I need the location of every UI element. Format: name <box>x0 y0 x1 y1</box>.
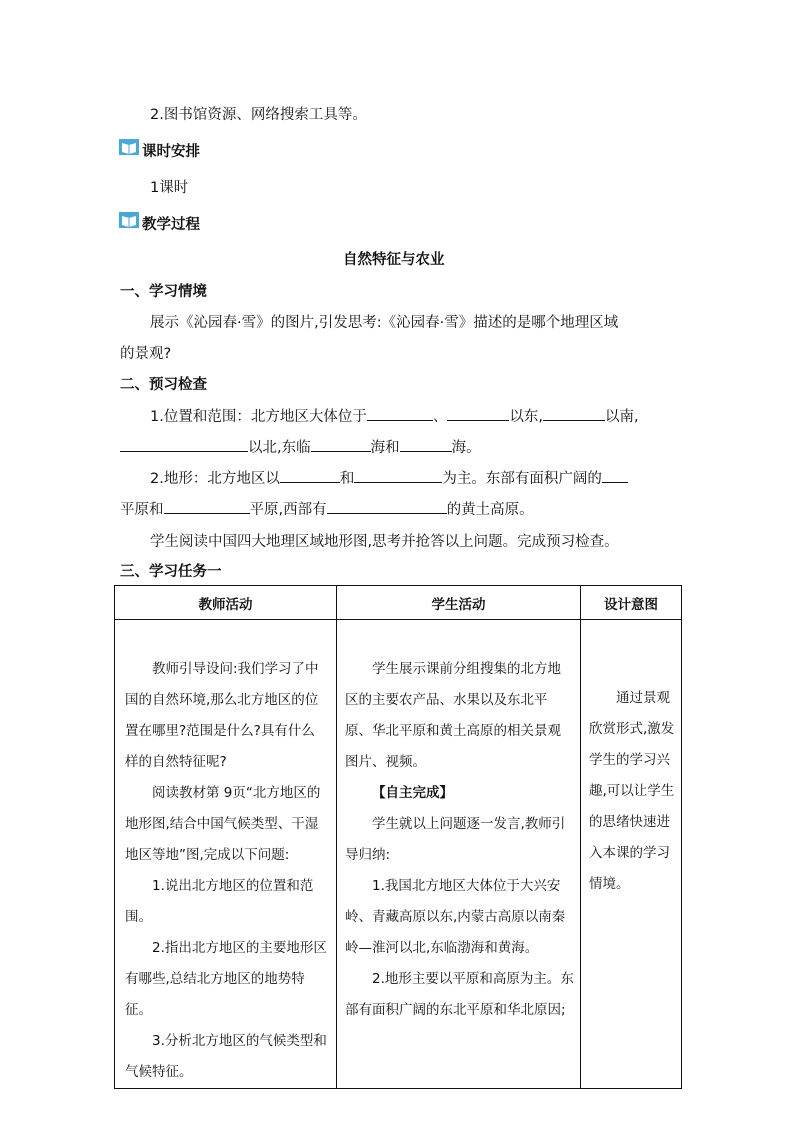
question-1-line2: 以北,东临 海和 海。 <box>120 436 481 457</box>
intent-paragraph: 通过景观欣赏形式,激发学生的学习兴趣,可以让学生的思绪快速进入本课的学习情境。 <box>589 690 675 892</box>
teacher-paragraph: 教师引导设问:我们学习了中国的自然环境,那么北方地区的位置在哪里?范围是什么?具有什么样的自然特征呢? <box>125 661 319 770</box>
column-header-intent: 设计意图 <box>581 586 682 620</box>
answer-blank <box>311 437 371 452</box>
teacher-paragraph: 2.指出北方地区的主要地形区有哪些,总结北方地区的地势特征。 <box>125 940 327 1018</box>
part1-line1: 展示《沁园春·雪》的图片,引发思考:《沁园春·雪》描述的是哪个地理区域 <box>150 315 619 331</box>
teacher-activity-cell <box>115 620 337 1089</box>
table-header-row <box>115 586 682 620</box>
part1-line2: 的景观? <box>120 346 172 362</box>
design-intent-cell <box>581 620 682 1089</box>
teacher-paragraph: 1.说出北方地区的位置和范围。 <box>125 878 314 925</box>
part1-heading: 一、学习情境 <box>120 284 207 300</box>
task-table <box>114 585 682 1089</box>
answer-blank <box>354 468 442 483</box>
part2-heading: 二、预习检查 <box>120 377 207 393</box>
answer-blank <box>400 437 452 452</box>
teacher-paragraph: 阅读教材第 9页“北方地区的地形图,结合中国气候类型、干湿地区等地”图,完成以下问题: <box>125 785 321 863</box>
answer-blank <box>120 437 248 452</box>
student-paragraph: 2.地形主要以平原和高原为主。东部有面积广阔的东北平原和华北原因; <box>345 971 574 1018</box>
book-icon <box>119 212 139 228</box>
answer-blank <box>164 499 250 514</box>
teacher-paragraph: 3.分析北方地区的气候类型和气候特征。 <box>125 1033 327 1080</box>
book-icon <box>119 139 139 155</box>
question-2-line2: 平原和 平原,西部有 的黄土高原。 <box>120 498 534 519</box>
answer-blank <box>280 468 340 483</box>
process-title: 教学过程 <box>142 217 200 233</box>
part2-note: 学生阅读中国四大地理区域地形图,思考并抢答以上问题。完成预习检查。 <box>150 534 619 550</box>
schedule-value: 1课时 <box>150 180 189 196</box>
answer-blank <box>543 406 605 421</box>
answer-blank <box>327 499 447 514</box>
column-header-student: 学生活动 <box>337 586 581 620</box>
table-row <box>115 620 682 1089</box>
answer-blank <box>602 468 628 483</box>
student-paragraph: 学生展示课前分组搜集的北方地区的主要农产品、水果以及东北平原、华北平原和黄土高原的相关景观图片、视频。 <box>345 661 561 770</box>
question-2-line1: 2.地形：北方地区以 和 为主。东部有面积广阔的 <box>150 467 628 488</box>
question-1-line1: 1.位置和范围：北方地区大体位于 、 以东, 以南, <box>150 405 639 426</box>
lesson-title: 自然特征与农业 <box>343 252 445 268</box>
student-paragraph: 1.我国北方地区大体位于大兴安岭、青藏高原以东,内蒙古高原以南秦岭—淮河以北,东临渤海和黄海。 <box>345 878 566 956</box>
answer-blank <box>367 406 433 421</box>
resources-item-2: 2.图书馆资源、网络搜索工具等。 <box>150 107 367 123</box>
schedule-title: 课时安排 <box>142 144 200 160</box>
student-paragraph: 学生就以上问题逐一发言,教师引导归纳: <box>345 816 566 863</box>
column-header-teacher: 教师活动 <box>115 586 337 620</box>
answer-blank <box>447 406 509 421</box>
student-activity-cell <box>337 620 581 1089</box>
part3-heading: 三、学习任务一 <box>120 564 222 580</box>
student-paragraph: 【自主完成】 <box>372 785 453 801</box>
